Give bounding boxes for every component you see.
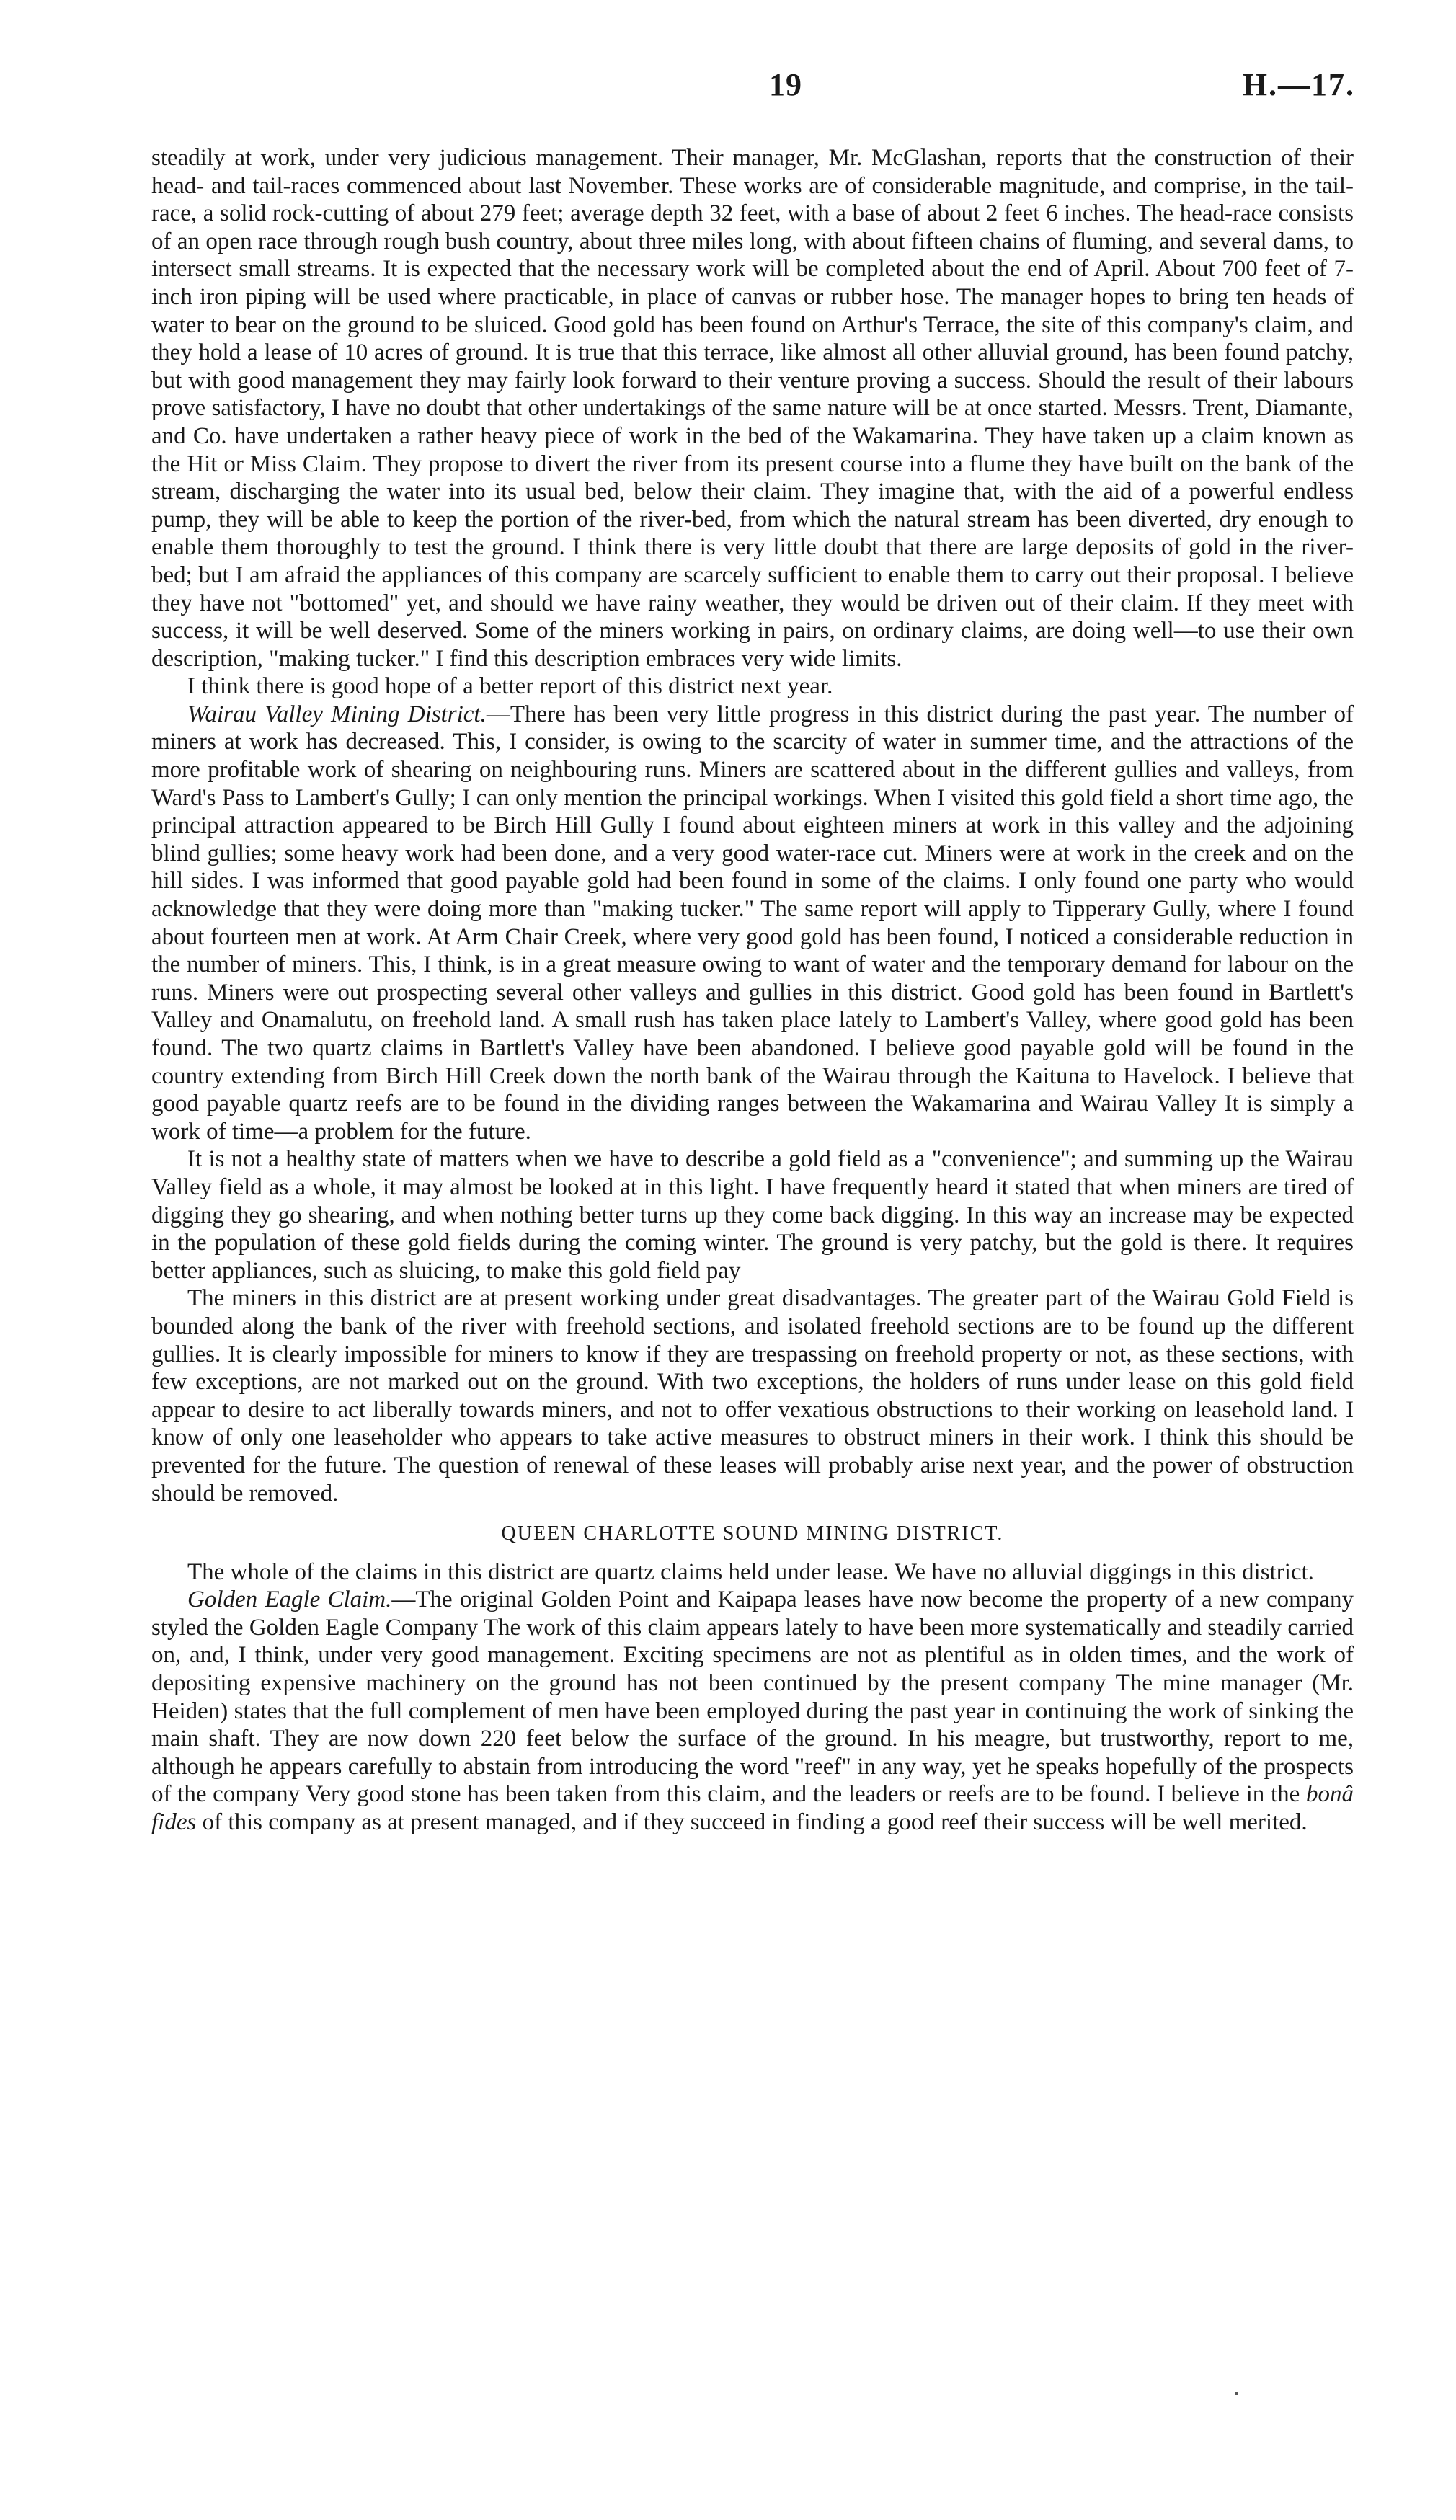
report-code: H.—17. [1242,67,1355,102]
report-body [151,144,1354,1837]
page-header [151,66,1355,117]
section-heading-queen-charlotte-sound: QUEEN CHARLOTTE SOUND MINING DISTRICT. [501,1522,1004,1545]
run-in-heading-wairau-valley: Wairau Valley Mining District. [187,701,487,727]
paragraph-gold-field-convenience: It is not a healthy state of matters when we have to describe a gold field as a "convenience"; and summing up the Wairau Valley field as a whole, it may almost be looked at in this light. I have frequently heard it stated that when miners are tired of digging they go shearing, and when nothing better turns up they come back digging. In this way an increase may be expected in the population of these gold fields during the coming winter. The ground is very patchy, but the gold is there. It requires better appliances, such as sluicing, to make this gold field pay [151,1146,1354,1284]
paragraph-golden-eagle-text-b: of this company as at present managed, and if they succeed in finding a good reef their success will be well merited. [196,1809,1308,1836]
page-number: 19 [769,67,802,102]
paragraph-wairau-valley [151,701,1354,1146]
italic-phrase-bona-fides: bonâ fides [151,1781,1354,1836]
stray-ink-mark [1235,2392,1238,2395]
paragraph-wakamarina-works: steadily at work, under very judicious management. Their manager, Mr. McGlashan, reports that the construction of their head- and tail-races commenced about last November. These works are of considerable magnitude, and comprise, in the tail-race, a solid rock-cutting of about 279 feet; average depth 32 feet, with a base of about 2 feet 6 inches. The head-race consists of an open race through rough bush country, about three miles long, with about fifteen chains of fluming, and several dams, to intersect small streams. It is expected that the necessary work will be completed about the end of April. About 700 feet of 7-inch iron piping will be used where practicable, in place of canvas or rubber hose. The manager hopes to bring ten heads of water to bear on the ground to be sluiced. Good gold has been found on Arthur's Terrace, the site of this company's claim, and they hold a lease of 10 acres of ground. It is true that this terrace, like almost all other alluvial ground, has been found patchy, but with good management they may fairly look forward to their venture proving a success. Should the result of their labours prove satisfactory, I have no doubt that other undertakings of the same nature will be at once started. Messrs. Trent, Diamante, and Co. have undertaken a rather heavy piece of work in the bed of the Wakamarina. They have taken up a claim known as the Hit or Miss Claim. They propose to divert the river from its present course into a flume they have built on the bank of the stream, discharging the water into its usual bed, below their claim. They imagine that, with the aid of a powerful endless pump, they will be able to keep the portion of the river-bed, from which the natural stream has been diverted, dry enough to enable them thoroughly to test the ground. I think there is very little doubt that there are large deposits of gold in the river-bed; but I am afraid the appliances of this company are scarcely sufficient to enable them to carry out their proposal. I believe they have not "bottomed" yet, and should we have rainy weather, they would be driven out of their claim. If they meet with success, it will be well deserved. Some of the miners working in pairs, on ordinary claims, are doing well—to use their own description, "making tucker." I find this description embraces very wide limits. [151,145,1354,672]
paragraph-wairau-valley-text: —There has been very little progress in this district during the past year. The number of miners at work has decreased. This, I consider, is owing to the scarcity of water in summer time, and the attractions of the more profitable work of shearing on neighbouring runs. Miners are scattered about in the different gullies and valleys, from Ward's Pass to Lambert's Gully; I can only mention the principal workings. When I visited this gold field a short time ago, the principal attraction appeared to be Birch Hill Gully I found about eighteen miners at work in this valley and the adjoining blind gullies; some heavy work had been done, and a very good water-race cut. Miners were at work in the creek and on the hill sides. I was informed that good payable gold had been found in some of the claims. I only found one party who would acknowledge that they were doing more than "making tucker." The same report will apply to Tipperary Gully, where I found about fourteen men at work. At Arm Chair Creek, where very good gold has been found, I noticed a considerable reduction in the number of miners. This, I think, is in a great measure owing to want of water and the temporary demand for labour on the runs. Miners were out prospecting several other valleys and gullies in this district. Good gold has been found in Bartlett's Valley and Onamalutu, on freehold land. A small rush has taken place lately to Lambert's Valley, where good gold has been found. The two quartz claims in Bartlett's Valley have been abandoned. I believe good payable gold will be found in the country extending from Birch Hill Creek down the north bank of the Wairau through the Kaituna to Havelock. I believe that good payable quartz reefs are to be found in the dividing ranges between the Wakamarina and Wairau Valley It is simply a work of time—a problem for the future. [151,701,1354,1145]
paragraph-district-outlook: I think there is good hope of a better report of this district next year. [187,673,833,700]
paragraph-freehold-obstruction: The miners in this district are at present working under great disadvantages. The greater part of the Wairau Gold Field is bounded along the bank of the river with freehold sections, and isolated freehold sections are to be found up the different gullies. It is clearly impossible for miners to know if they are trespassing on freehold property or not, as these sections, with few exceptions, are not marked out on the ground. With two exceptions, the holders of runs under lease on this gold field appear to desire to act liberally towards miners, and not to offer vexatious obstructions to their working on leasehold land. I know of only one leaseholder who appears to take active measures to obstruct miners in their work. I think this should be prevented for the future. The question of renewal of these leases will probably arise next year, and the power of obstruction should be removed. [151,1285,1354,1507]
paragraph-golden-eagle-claim [151,1586,1354,1836]
run-in-heading-golden-eagle: Golden Eagle Claim. [187,1587,392,1613]
paragraph-quartz-claims: The whole of the claims in this district are quartz claims held under lease. We have no alluvial diggings in this district. [187,1558,1314,1585]
paragraph-golden-eagle-text-a: —The original Golden Point and Kaipapa leases have now become the property of a new company styled the Golden Eagle Company The work of this claim appears lately to have been more systematically and steadily carried on, and, I think, under very good management. Exciting specimens are not as plentiful as in olden times, and the work of depositing expensive machinery on the ground has not been continued by the present company The mine manager (Mr. Heiden) states that the full complement of men have been employed during the past year in continuing the work of sinking the main shaft. They are now down 220 feet below the surface of the ground. In his meagre, but trustworthy, report to me, although he appears carefully to abstain from introducing the word "reef" in any way, yet he speaks hopefully of the prospects of the company Very good stone has been taken from this claim, and the leaders or reefs are to be found. I believe in the [151,1587,1354,1808]
